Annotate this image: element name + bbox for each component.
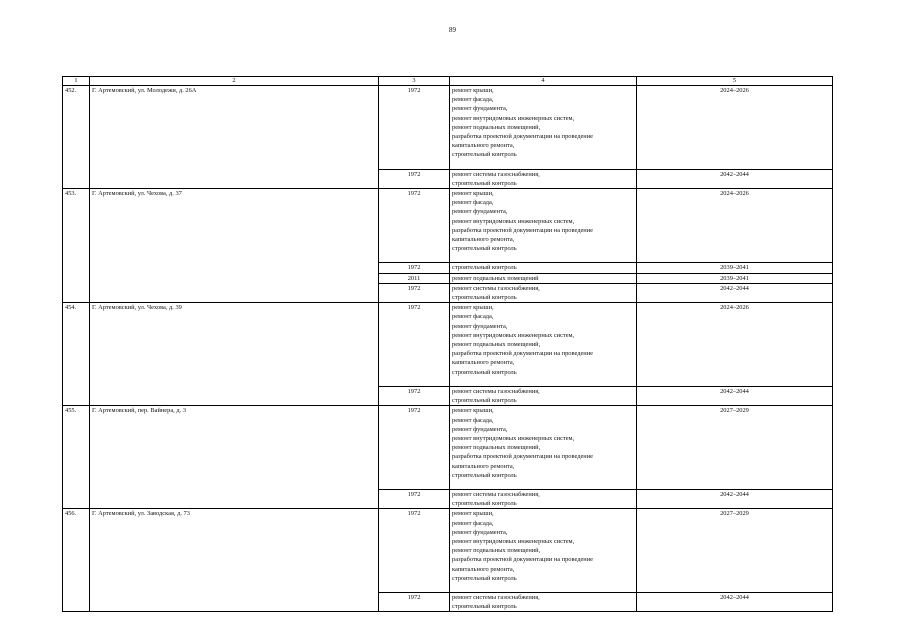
work-item: ремонт крыши, <box>452 407 494 415</box>
table-body <box>63 77 833 612</box>
work-item: ремонт фасада, <box>452 313 494 321</box>
building-address: Г. Артемовский, ул. Чехова, д. 39 <box>90 303 379 406</box>
work-item: строительный контроль <box>452 264 517 272</box>
table-row <box>63 86 833 170</box>
building-address: Г. Артемовский, пер. Вайнера, д. 3 <box>90 406 379 509</box>
row-number: 452. <box>63 86 90 189</box>
repair-period: 2042–2044 <box>637 592 833 611</box>
row-number: 455. <box>63 406 90 509</box>
work-item: капитального ремонта, <box>452 565 515 573</box>
work-item: строительный контроль <box>452 245 517 253</box>
commissioning-year: 2011 <box>379 273 450 283</box>
work-item: ремонт внутридомовых инженерных систем, <box>452 537 575 545</box>
work-item: ремонт фасада, <box>452 519 494 527</box>
work-item: ремонт подвальных помещений <box>452 274 539 282</box>
table-row <box>63 189 833 263</box>
column-header: 2 <box>90 77 379 86</box>
work-item: ремонт системы газоснабжения, <box>452 387 540 395</box>
work-item: ремонт фундамента, <box>452 322 508 330</box>
column-header: 4 <box>450 77 637 86</box>
work-item: ремонт крыши, <box>452 190 494 198</box>
building-address: Г. Артемовский, ул. Молодежи, д. 26А <box>90 86 379 189</box>
work-item: ремонт системы газоснабжения, <box>452 284 540 292</box>
work-item: ремонт крыши, <box>452 304 494 312</box>
work-item: ремонт крыши, <box>452 510 494 518</box>
repair-works <box>450 169 637 188</box>
work-item: ремонт системы газоснабжения, <box>452 593 540 601</box>
repair-works <box>450 509 637 593</box>
work-item: строительный контроль <box>452 500 517 508</box>
repair-period: 2042–2044 <box>637 169 833 188</box>
repair-period: 2024–2026 <box>637 86 833 170</box>
row-number: 454. <box>63 303 90 406</box>
work-item: ремонт подвальных помещений, <box>452 341 541 349</box>
work-item: ремонт внутридомовых инженерных систем, <box>452 114 575 122</box>
commissioning-year: 1972 <box>379 189 450 263</box>
repair-works <box>450 592 637 611</box>
building-address: Г. Артемовский, ул. Чехова, д. 37 <box>90 189 379 303</box>
repair-works <box>450 386 637 405</box>
work-item: разработка проектной документации на проведение <box>452 453 593 461</box>
repair-period: 2027–2029 <box>637 406 833 490</box>
work-item: ремонт фасада, <box>452 96 494 104</box>
work-item: разработка проектной документации на проведение <box>452 556 593 564</box>
column-header: 1 <box>63 77 90 86</box>
commissioning-year: 1972 <box>379 406 450 490</box>
work-item: ремонт подвальных помещений, <box>452 123 541 131</box>
work-item: капитального ремонта, <box>452 462 515 470</box>
work-item: ремонт фундамента, <box>452 105 508 113</box>
cell-spacer <box>452 377 634 386</box>
work-item: ремонт фундамента, <box>452 425 508 433</box>
work-item: строительный контроль <box>452 574 517 582</box>
work-item: разработка проектной документации на проведение <box>452 350 593 358</box>
repair-works <box>450 86 637 170</box>
repair-period: 2039–2041 <box>637 263 833 273</box>
work-item: разработка проектной документации на проведение <box>452 133 593 141</box>
work-item: ремонт внутридомовых инженерных систем, <box>452 217 575 225</box>
column-number-row <box>63 77 833 86</box>
repair-period: 2042–2044 <box>637 489 833 508</box>
work-item: ремонт фундамента, <box>452 528 508 536</box>
work-item: разработка проектной документации на проведение <box>452 226 593 234</box>
repair-works <box>450 263 637 273</box>
work-item: ремонт фундамента, <box>452 208 508 216</box>
commissioning-year: 1972 <box>379 283 450 302</box>
commissioning-year: 1972 <box>379 303 450 387</box>
cell-spacer <box>452 160 634 169</box>
repair-works <box>450 283 637 302</box>
row-number: 456. <box>63 509 90 612</box>
table-row <box>63 303 833 387</box>
commissioning-year: 1972 <box>379 86 450 170</box>
table-row <box>63 406 833 490</box>
work-item: ремонт крыши, <box>452 87 494 94</box>
cell-spacer <box>452 480 634 489</box>
column-header: 5 <box>637 77 833 86</box>
work-item: ремонт фасада, <box>452 199 494 207</box>
capital-repair-table <box>62 76 833 612</box>
work-item: строительный контроль <box>452 603 517 611</box>
repair-works <box>450 406 637 490</box>
cell-spacer <box>452 253 634 262</box>
work-item: строительный контроль <box>452 179 517 187</box>
repair-works <box>450 303 637 387</box>
work-item: ремонт системы газоснабжения, <box>452 170 540 178</box>
work-item: капитального ремонта, <box>452 359 515 367</box>
work-item: ремонт внутридомовых инженерных систем, <box>452 434 575 442</box>
row-number: 453. <box>63 189 90 303</box>
work-item: строительный контроль <box>452 368 517 376</box>
page-number: 89 <box>449 26 456 34</box>
column-header: 3 <box>379 77 450 86</box>
commissioning-year: 1972 <box>379 592 450 611</box>
repair-period: 2024–2026 <box>637 189 833 263</box>
work-item: строительный контроль <box>452 471 517 479</box>
commissioning-year: 1972 <box>379 386 450 405</box>
work-item: капитального ремонта, <box>452 142 515 150</box>
work-item: капитального ремонта, <box>452 236 515 244</box>
cell-spacer <box>452 583 634 592</box>
repair-works <box>450 489 637 508</box>
work-item: строительный контроль <box>452 294 517 302</box>
repair-period: 2024–2026 <box>637 303 833 387</box>
work-item: ремонт системы газоснабжения, <box>452 490 540 498</box>
commissioning-year: 1972 <box>379 169 450 188</box>
commissioning-year: 1972 <box>379 489 450 508</box>
work-item: ремонт подвальных помещений, <box>452 547 541 555</box>
commissioning-year: 1972 <box>379 509 450 593</box>
work-item: ремонт внутридомовых инженерных систем, <box>452 331 575 339</box>
table-row <box>63 509 833 593</box>
work-item: ремонт фасада, <box>452 416 494 424</box>
repair-period: 2042–2044 <box>637 283 833 302</box>
repair-period: 2027–2029 <box>637 509 833 593</box>
building-address: Г. Артемовский, ул. Заводская, д. 73 <box>90 509 379 612</box>
repair-works <box>450 273 637 283</box>
work-item: строительный контроль <box>452 151 517 159</box>
commissioning-year: 1972 <box>379 263 450 273</box>
repair-works <box>450 189 637 263</box>
work-item: ремонт подвальных помещений, <box>452 444 541 452</box>
repair-period: 2039–2041 <box>637 273 833 283</box>
repair-period: 2042–2044 <box>637 386 833 405</box>
work-item: строительный контроль <box>452 397 517 405</box>
